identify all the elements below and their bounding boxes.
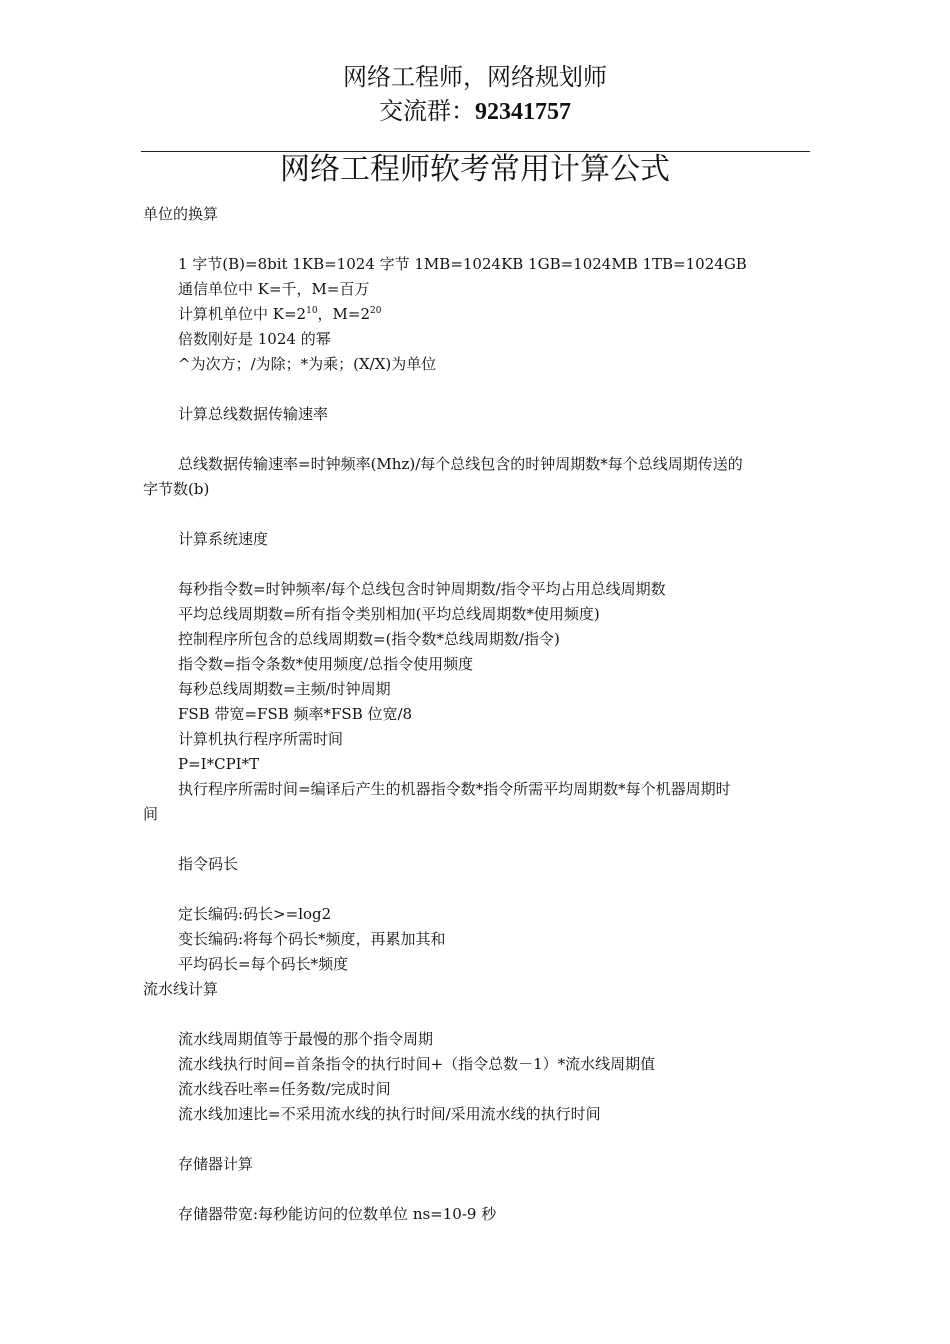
section-heading-speed: 计算系统速度: [178, 530, 269, 548]
header-line-2: [0, 94, 950, 129]
storage-line-1: 存储器带宽:每秒能访问的位数单位 ns=10-9 秒: [178, 1205, 497, 1223]
section-heading-bus: 计算总线数据传输速率: [178, 405, 329, 423]
document-body: [143, 202, 810, 1227]
code-line-1: 定长编码:码长>=log2: [178, 905, 332, 923]
header-line-1: 网络工程师，网络规划师: [343, 63, 607, 91]
section-heading-pipeline: 流水线计算: [143, 980, 219, 998]
speed-line-6: FSB 带宽=FSB 频率*FSB 位宽/8: [178, 705, 413, 723]
spacer: [143, 827, 810, 852]
speed-line-3: 控制程序所包含的总线周期数=(指令数*总线周期数/指令): [178, 630, 560, 648]
units-line-3-exp2: 20: [370, 306, 382, 316]
spacer: [143, 427, 810, 452]
pipeline-line-2: 流水线执行时间=首条指令的执行时间+（指令总数－1）*流水线周期值: [178, 1055, 656, 1073]
speed-line-5: 每秒总线周期数=主频/时钟周期: [178, 680, 391, 698]
pipeline-line-3: 流水线吞吐率=任务数/完成时间: [178, 1080, 391, 1098]
speed-line-9b: 间: [143, 805, 159, 823]
group-number: 92341757: [475, 99, 571, 125]
bus-line-1a: 总线数据传输速率=时钟频率(Mhz)/每个总线包含的时钟周期数*每个总线周期传送的: [178, 455, 743, 473]
speed-line-8: P=I*CPI*T: [178, 755, 260, 773]
units-line-5: ^为次方；/为除；*为乘；(X/X)为单位: [178, 355, 437, 373]
spacer: [143, 1127, 810, 1152]
spacer: [143, 552, 810, 577]
pipeline-line-1: 流水线周期值等于最慢的那个指令周期: [178, 1030, 434, 1048]
code-line-2: 变长编码:将每个码长*频度，再累加其和: [178, 930, 446, 948]
spacer: [143, 1002, 810, 1027]
section-heading-units: 单位的换算: [143, 205, 219, 223]
units-line-1: 1 字节(B)=8bit 1KB=1024 字节 1MB=1024KB 1GB=1024MB 1TB=1024GB: [178, 255, 747, 273]
spacer: [143, 877, 810, 902]
speed-line-9a: 执行程序所需时间=编译后产生的机器指令数*指令所需平均周期数*每个机器周期时: [178, 780, 731, 798]
units-line-3-prefix: 计算机单位中 K=2: [178, 305, 307, 323]
units-line-2: 通信单位中 K=千，M=百万: [178, 280, 370, 298]
document-title: 网络工程师软考常用计算公式: [280, 152, 670, 187]
units-line-3-exp1: 10: [306, 306, 318, 316]
units-line-3-mid: ，M=2: [317, 305, 371, 323]
section-heading-code: 指令码长: [178, 855, 239, 873]
speed-line-7: 计算机执行程序所需时间: [178, 730, 344, 748]
group-label: 交流群：: [379, 97, 475, 125]
units-line-4: 倍数刚好是 1024 的幂: [178, 330, 331, 348]
spacer: [143, 377, 810, 402]
pipeline-line-4: 流水线加速比=不采用流水线的执行时间/采用流水线的执行时间: [178, 1105, 601, 1123]
spacer: [143, 227, 810, 252]
units-line-3: [143, 302, 810, 327]
spacer: [143, 1177, 810, 1202]
speed-line-1: 每秒指令数=时钟频率/每个总线包含时钟周期数/指令平均占用总线周期数: [178, 580, 666, 598]
speed-line-4: 指令数=指令条数*使用频度/总指令使用频度: [178, 655, 474, 673]
bus-line-1b: 字节数(b): [143, 480, 210, 498]
code-line-3: 平均码长=每个码长*频度: [178, 955, 349, 973]
spacer: [143, 502, 810, 527]
section-heading-storage: 存储器计算: [178, 1155, 254, 1173]
speed-line-2: 平均总线周期数=所有指令类别相加(平均总线周期数*使用频度): [178, 605, 600, 623]
